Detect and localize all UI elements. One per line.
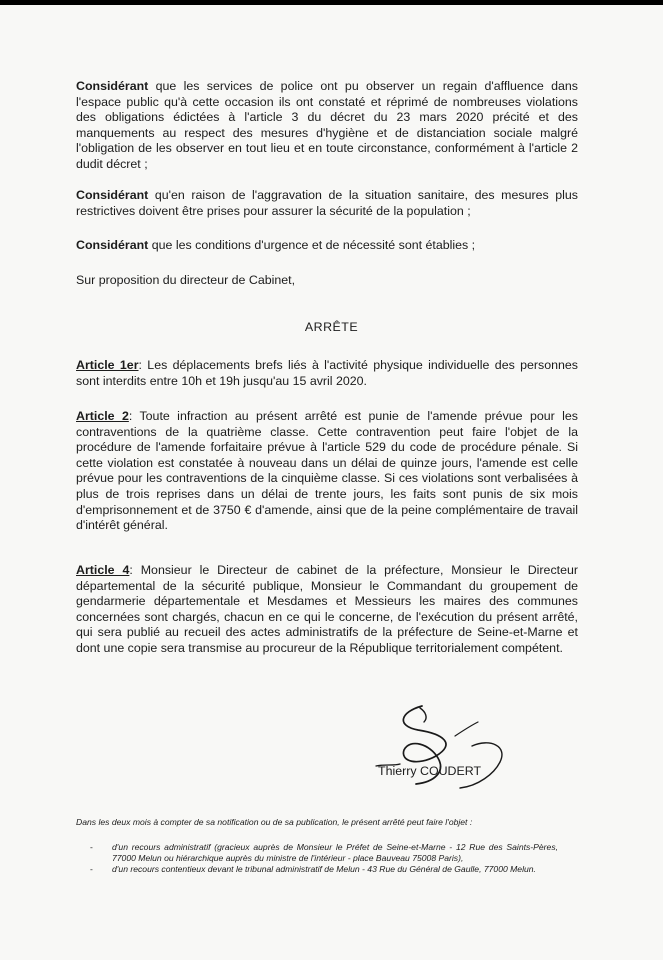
article-1-label: Article 1er xyxy=(76,358,139,372)
considerant-label: Considérant xyxy=(76,238,149,252)
considerant-text: que les conditions d'urgence et de nécessité sont établies ; xyxy=(148,238,476,252)
considerant-text: qu'en raison de l'aggravation de la situation sanitaire, des mesures plus restrictives doivent être prises pour assurer la sécurité de la population ; xyxy=(76,188,578,218)
list-item xyxy=(90,842,558,864)
considerant-label: Considérant xyxy=(76,188,149,202)
article-1 xyxy=(76,358,578,389)
article-2 xyxy=(76,409,578,534)
article-1-text: : Les déplacements brefs liés à l'activité physique individuelle des personnes sont interdits entre 10h et 19h jusqu'au 15 avril 2020. xyxy=(76,358,578,388)
article-4-label: Article 4 xyxy=(76,563,130,577)
considerant-text: que les services de police ont pu observer un regain d'affluence dans l'espace public qu'à cette occasion ils ont constaté et réprimé de nombreuses violations des obligations édictées à l'article 3 du décret du 23 mars 2020 précité et des manquements au respect des mesures d'hygiène et de distanciation sociale malgré l'obligation de les observer en tout lieu et en toute circonstance, conformément à l'article 2 dudit décret ; xyxy=(76,79,578,171)
article-4-text: : Monsieur le Directeur de cabinet de la préfecture, Monsieur le Directeur départemental de la sécurité publique, Monsieur le Commandant du groupement de gendarmerie départementale et Mesdames et Messieurs les maires des communes concernées sont chargés, chacun en ce qui le concerne, de l'exécution du présent arrêté, qui sera publié au recueil des actes administratifs de la préfecture de Seine-et-Marne et dont une copie sera transmise au procureur de la République territorialement compétent. xyxy=(76,563,578,655)
footer-intro: Dans les deux mois à compter de sa notification ou de sa publication, le présent arrêté peut faire l'objet : xyxy=(76,817,473,827)
article-2-label: Article 2 xyxy=(76,409,129,423)
paragraph-considerant-3 xyxy=(76,238,578,254)
recourse-contentieux: d'un recours contentieux devant le tribunal administratif de Melun - 43 Rue du Général de Gaulle, 77000 Melun. xyxy=(112,863,536,874)
proposition-text: Sur proposition du directeur de Cabinet, xyxy=(76,273,296,287)
arrete-heading: ARRÊTE xyxy=(304,320,359,334)
paragraph-considerant-2 xyxy=(76,188,578,219)
considerant-label: Considérant xyxy=(76,79,149,93)
signatory-name: Thierry COUDERT xyxy=(378,764,482,778)
article-2-text: : Toute infraction au présent arrêté est punie de l'amende prévue pour les contraventions de la quatrième classe. Cette contravention peut faire l'objet de la procédure de l'amende forfaitaire prévue à l'article 529 du code de procédure pénale. Si cette violation est constatée à nouveau dans un délai de quinze jours, l'amende est celle prévue pour les contraventions de la cinquième classe. Si ces violations sont verbalisées à plus de trois reprises dans un délai de trente jours, les faits sont punis de six mois d'emprisonnement et de 3750 € d'amende, ainsi que de la peine complémentaire de travail d'intérêt général. xyxy=(76,409,578,533)
bullet-dash: - xyxy=(90,863,93,874)
paragraph-considerant-1 xyxy=(76,79,578,173)
paragraph-proposition xyxy=(76,273,578,289)
top-border xyxy=(0,0,663,5)
handwritten-signature xyxy=(360,700,520,795)
article-4 xyxy=(76,563,578,657)
recourse-administratif: d'un recours administratif (gracieux auprès de Monsieur le Préfet de Seine-et-Marne - 12 Rue des Saints-Pères, 77000 Melun ou hiérarchique auprès du ministre de l'intérieur - place Bauveau 75008 Paris), xyxy=(112,842,558,863)
footer-recourse-list xyxy=(90,842,558,874)
list-item xyxy=(90,864,558,875)
bullet-dash: - xyxy=(90,842,93,852)
